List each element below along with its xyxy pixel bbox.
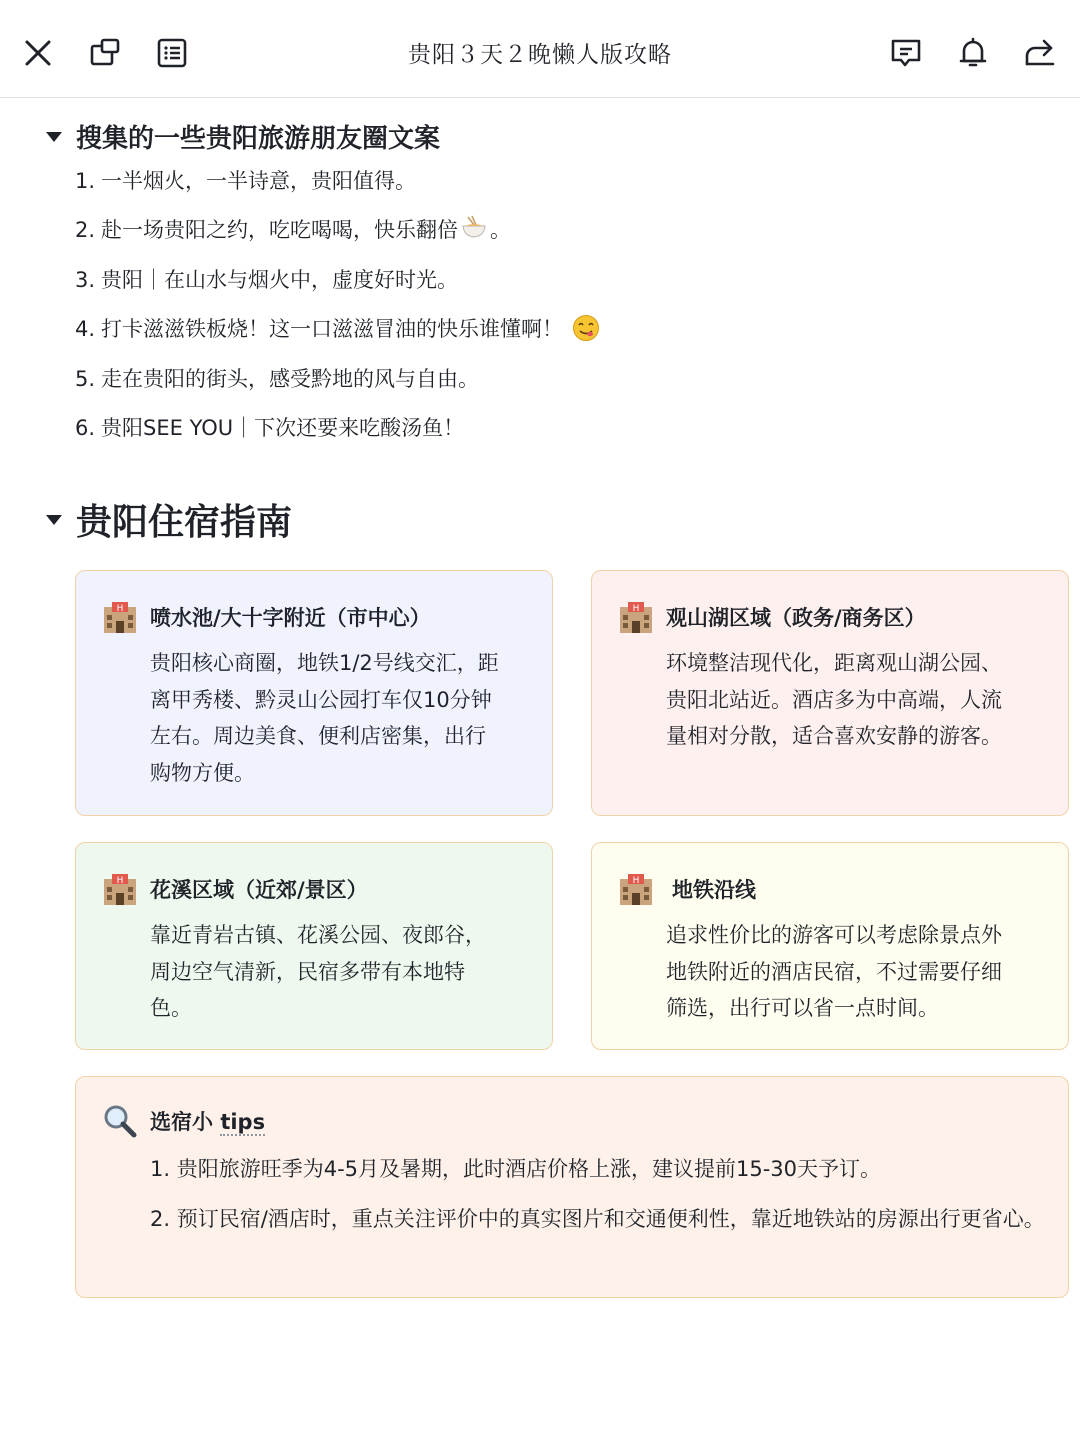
list-item: 1. 一半烟火，一半诗意，贵阳值得。 (75, 169, 417, 193)
list-item: 1. 贵阳旅游旺季为4-5月及暑期，此时酒店价格上涨，建议提前15-30天予订。 (150, 1157, 882, 1181)
svg-text:H: H (116, 876, 124, 886)
collapse-caret-icon[interactable] (46, 515, 62, 525)
svg-text:H: H (632, 604, 640, 614)
card-body: 靠近青岩古镇、花溪公园、夜郎谷， 周边空气清新，民宿多带有本地特 色。 (150, 923, 486, 1020)
document-title: 贵阳３天２晚懒人版攻略 (408, 42, 672, 68)
tips-card: 选宿小 tips 1. 贵阳旅游旺季为4-5月及暑期，此时酒店价格上涨，建议提前15-30天予订。 2. 预订民宿/酒店时，重点关注评价中的真实图片和交通便利性，靠近地铁站的房源出行更省心。 (75, 1076, 1069, 1298)
hotel-icon (618, 871, 654, 907)
svg-text:H: H (116, 604, 124, 614)
tips-list (150, 1151, 1050, 1251)
stay-card-huaxi: H 花溪区域（近郊/景区） 靠近青岩古镇、花溪公园、夜郎谷， 周边空气清新，民宿多带有本地特 色。 (75, 842, 553, 1050)
section-posts-heading[interactable]: 搜集的一些贵阳旅游朋友圈文案 (46, 118, 440, 155)
magnifier-icon (102, 1103, 138, 1139)
comment-icon[interactable] (886, 33, 926, 73)
stay-card-guanshanhu: H 观山湖区域（政务/商务区） 环境整洁现代化，距离观山湖公园、 贵阳北站近。酒店多为中高端，人流 量相对分散，适合喜欢安静的游客。 (591, 570, 1069, 816)
bell-icon[interactable] (953, 33, 993, 73)
svg-text:H: H (632, 876, 640, 886)
hotel-icon (618, 599, 654, 635)
list-item: 2. 预订民宿/酒店时，重点关注评价中的真实图片和交通便利性，靠近地铁站的房源出行更省心。 (150, 1207, 1045, 1231)
stay-card-downtown: H 喷水池/大十字附近（市中心） 贵阳核心商圈，地铁1/2号线交汇，距 离甲秀楼、黔灵山公园打车仅10分钟 左右。周边美食、便利店密集，出行 购物方便。 (75, 570, 553, 816)
collapse-caret-icon[interactable] (46, 132, 62, 142)
card-body: 贵阳核心商圈，地铁1/2号线交汇，距 离甲秀楼、黔灵山公园打车仅10分钟 左右。周边美食、便利店密集，出行 购物方便。 (150, 651, 499, 785)
list-item: 3. 贵阳｜在山水与烟火中，虚度好时光。 (75, 267, 459, 292)
card-body: 环境整洁现代化，距离观山湖公园、 贵阳北站近。酒店多为中高端，人流 量相对分散，适合喜欢安静的游客。 (666, 651, 1002, 748)
section-stay-heading[interactable]: 贵阳住宿指南 (46, 494, 292, 545)
list-item: 5. 走在贵阳的街头，感受黔地的风与自由。 (75, 366, 480, 391)
list-item: 2. 赴一场贵阳之约，吃吃喝喝，快乐翻倍 。 (75, 215, 1035, 264)
yum-face-icon (571, 314, 601, 342)
hotel-icon (102, 871, 138, 907)
stay-card-metro: H 地铁沿线 追求性价比的游客可以考虑除景点外 地铁附近的酒店民宿，不过需要仔细 筛选，出行可以省一点时间。 (591, 842, 1069, 1050)
tips-term: tips (220, 1110, 266, 1134)
list-item: 4. 打卡滋滋铁板烧！这一口滋滋冒油的快乐谁懂啊！ (75, 314, 1035, 363)
post-list (75, 166, 1035, 462)
share-icon[interactable] (1020, 33, 1060, 73)
hotel-icon (102, 599, 138, 635)
card-body: 追求性价比的游客可以考虑除景点外 地铁附近的酒店民宿，不过需要仔细 筛选，出行可以省一点时间。 (666, 923, 1002, 1020)
list-item: 6. 贵阳SEE YOU｜下次还要来吃酸汤鱼！ (75, 415, 465, 440)
noodle-bowl-icon (460, 215, 488, 239)
top-bar (0, 0, 1080, 98)
